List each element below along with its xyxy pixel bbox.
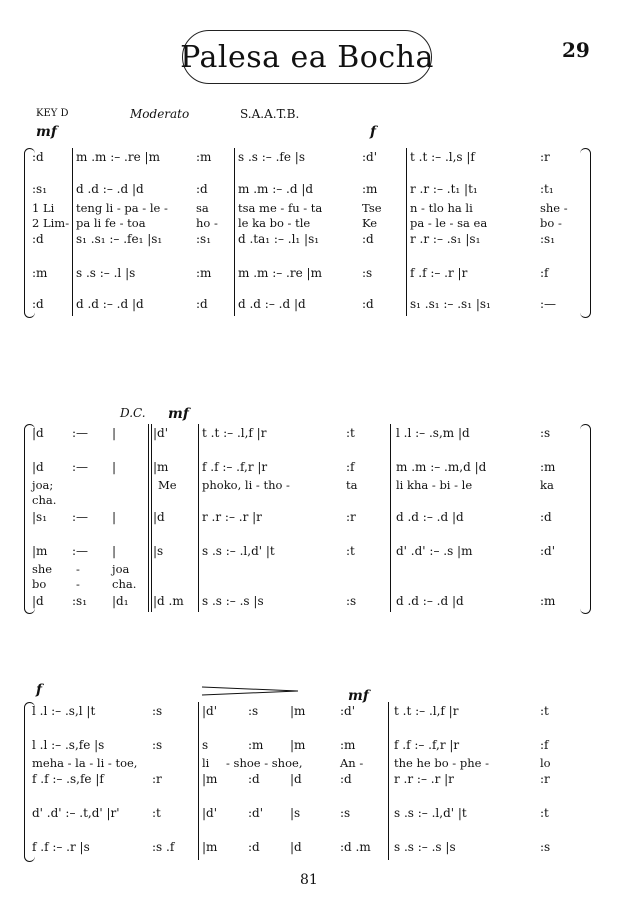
- dynamic-f-1: f: [370, 124, 377, 140]
- note-cell: |: [112, 544, 117, 558]
- lyric-cell: Me: [158, 478, 177, 492]
- note-cell: |d: [32, 460, 44, 474]
- note-cell: |m: [290, 704, 306, 718]
- note-cell: :s: [540, 840, 551, 854]
- note-cell: d' .d' :– .t,d' |r': [32, 806, 120, 820]
- note-cell: :r: [346, 510, 356, 524]
- note-cell: |s: [290, 806, 301, 820]
- note-cell: :m: [540, 594, 556, 608]
- note-cell: t .t :– .l,s |f: [410, 150, 475, 164]
- note-cell: :d': [362, 150, 378, 164]
- note-cell: :d: [362, 232, 374, 246]
- note-cell: :m: [196, 266, 212, 280]
- note-cell: :r: [152, 772, 162, 786]
- note-cell: |d': [202, 704, 218, 718]
- note-cell: :s: [152, 738, 163, 752]
- note-cell: |m: [202, 840, 218, 854]
- dynamic-mf-1: mf: [36, 124, 57, 140]
- note-cell: d .d :– .d |d: [76, 182, 144, 196]
- lyric-cell: teng li - pa - le -: [76, 201, 168, 215]
- note-cell: |d .m: [153, 594, 184, 608]
- note-cell: :—: [72, 426, 89, 440]
- system-3-bass: [0, 840, 590, 860]
- note-cell: :d: [248, 840, 260, 854]
- note-cell: |m: [153, 460, 169, 474]
- note-cell: :t: [540, 704, 549, 718]
- dynamic-mf-3: mf: [348, 688, 369, 704]
- note-cell: |: [112, 426, 117, 440]
- note-cell: |d: [290, 772, 302, 786]
- note-cell: s .s :– .fe |s: [238, 150, 305, 164]
- note-cell: s: [202, 738, 209, 752]
- note-cell: f .f :– .s,fe |f: [32, 772, 104, 786]
- note-cell: r .r :– .r |r: [394, 772, 454, 786]
- note-cell: :—: [72, 544, 89, 558]
- note-cell: :r: [540, 772, 550, 786]
- lyric-cell: Ke: [362, 216, 378, 230]
- note-cell: m .m :– .m,d |d: [396, 460, 487, 474]
- note-cell: :d: [340, 772, 352, 786]
- lyric-cell: pa li fe - toa: [76, 216, 146, 230]
- note-cell: :d: [248, 772, 260, 786]
- note-cell: :d: [196, 182, 208, 196]
- note-cell: :d': [248, 806, 264, 820]
- note-cell: :f: [540, 266, 549, 280]
- lyric-cell: -: [76, 577, 80, 591]
- note-cell: :d': [540, 544, 556, 558]
- lyric-cell: li kha - bi - le: [396, 478, 473, 492]
- lyric-cell: -: [76, 562, 80, 576]
- note-cell: l .l :– .s,fe |s: [32, 738, 105, 752]
- lyric-cell: cha.: [112, 577, 137, 591]
- note-cell: d .d :– .d |d: [238, 297, 306, 311]
- note-cell: s₁ .s₁ :– .fe₁ |s₁: [76, 232, 163, 246]
- dynamic-f-2: f: [36, 682, 43, 698]
- note-cell: |d': [202, 806, 218, 820]
- note-cell: :s: [540, 426, 551, 440]
- system-2-soprano: [0, 426, 590, 446]
- voicing-label: S.A.A.T.B.: [240, 107, 300, 121]
- note-cell: :m: [248, 738, 264, 752]
- note-cell: :s₁: [72, 594, 88, 608]
- system-3-soprano: [0, 704, 590, 724]
- note-cell: s .s :– .l |s: [76, 266, 136, 280]
- note-cell: m .m :– .re |m: [76, 150, 160, 164]
- lyric-cell: phoko, li - tho -: [202, 478, 290, 492]
- system-1-bass: [0, 297, 590, 317]
- note-cell: r .r :– .t₁ |t₁: [410, 182, 478, 196]
- note-cell: |d: [153, 510, 165, 524]
- note-cell: :d: [362, 297, 374, 311]
- lyric-cell: bo -: [540, 216, 562, 230]
- note-cell: :s: [346, 594, 357, 608]
- note-cell: :—: [540, 297, 557, 311]
- tempo-marking: Moderato: [130, 107, 190, 121]
- note-cell: f .f :– .f,r |r: [394, 738, 460, 752]
- note-cell: f .f :– .r |r: [410, 266, 468, 280]
- note-cell: t .t :– .l,f |r: [202, 426, 267, 440]
- note-cell: :m: [540, 460, 556, 474]
- note-cell: :—: [72, 460, 89, 474]
- note-cell: :d: [32, 297, 44, 311]
- system-1-alto-1: [0, 182, 590, 202]
- lyric-cell: 1 Li: [32, 201, 55, 215]
- note-cell: :d': [340, 704, 356, 718]
- note-cell: d .ta₁ :– .l₁ |s₁: [238, 232, 320, 246]
- lyric-cell: she -: [540, 201, 568, 215]
- system-2-tenor: [0, 544, 590, 564]
- note-cell: |d₁: [112, 594, 129, 608]
- note-cell: :m: [32, 266, 48, 280]
- note-cell: f .f :– .f,r |r: [202, 460, 268, 474]
- crescendo-hairpin: [202, 686, 302, 696]
- note-cell: |: [112, 510, 117, 524]
- note-cell: :s₁: [196, 232, 212, 246]
- note-cell: :s: [248, 704, 259, 718]
- lyric-cell: the he bo - phe -: [394, 756, 489, 770]
- system-1-alto-2: [0, 232, 590, 252]
- lyric-cell: joa;: [32, 478, 54, 492]
- note-cell: m .m :– .re |m: [238, 266, 322, 280]
- note-cell: d .d :– .d |d: [396, 594, 464, 608]
- note-cell: :f: [346, 460, 355, 474]
- note-cell: :m: [340, 738, 356, 752]
- note-cell: :t: [346, 544, 355, 558]
- note-cell: f .f :– .r |s: [32, 840, 90, 854]
- note-cell: r .r :– .s₁ |s₁: [410, 232, 481, 246]
- note-cell: :—: [72, 510, 89, 524]
- note-cell: :f: [540, 738, 549, 752]
- note-cell: :s .f: [152, 840, 175, 854]
- note-cell: l .l :– .s,l |t: [32, 704, 96, 718]
- note-cell: |d: [32, 594, 44, 608]
- note-cell: :s₁: [540, 232, 556, 246]
- footer-page-label: 81: [300, 872, 318, 888]
- note-cell: :s: [152, 704, 163, 718]
- system-2-alto-1: [0, 460, 590, 480]
- note-cell: s .s :– .s |s: [202, 594, 264, 608]
- lyric-cell: bo: [32, 577, 47, 591]
- system-3-alto-2: [0, 772, 590, 792]
- note-cell: :d .m: [340, 840, 371, 854]
- system-1-tenor: [0, 266, 590, 286]
- note-cell: s₁ .s₁ :– .s₁ |s₁: [410, 297, 491, 311]
- note-cell: |s₁: [32, 510, 48, 524]
- lyric-cell: joa: [112, 562, 130, 576]
- note-cell: d' .d' :– .s |m: [396, 544, 473, 558]
- note-cell: r .r :– .r |r: [202, 510, 262, 524]
- note-cell: s .s :– .l,d' |t: [202, 544, 275, 558]
- dynamic-mf-2: mf: [168, 406, 189, 422]
- note-cell: |s: [153, 544, 164, 558]
- note-cell: :d: [540, 510, 552, 524]
- note-cell: m .m :– .d |d: [238, 182, 314, 196]
- lyric-cell: sa: [196, 201, 209, 215]
- system-2-alto-2: [0, 510, 590, 530]
- note-cell: s .s :– .s |s: [394, 840, 456, 854]
- note-cell: :s₁: [32, 182, 48, 196]
- system-3-alto-1: [0, 738, 590, 758]
- note-cell: t .t :– .l,f |r: [394, 704, 459, 718]
- key-signature: KEY D: [36, 108, 69, 119]
- note-cell: :d: [32, 150, 44, 164]
- lyric-cell: n - tlo ha li: [410, 201, 473, 215]
- note-cell: |m: [290, 738, 306, 752]
- note-cell: :t: [346, 426, 355, 440]
- song-title: [182, 30, 432, 84]
- lyric-cell: Tse: [362, 201, 382, 215]
- note-cell: |d': [153, 426, 169, 440]
- note-cell: :d: [32, 232, 44, 246]
- note-cell: |: [112, 460, 117, 474]
- lyric-cell: ta: [346, 478, 358, 492]
- note-cell: :r: [540, 150, 550, 164]
- lyric-cell: An -: [340, 756, 364, 770]
- note-cell: :m: [362, 182, 378, 196]
- song-title-text: Palesa ea Bocha: [180, 39, 434, 75]
- lyric-cell: li: [202, 756, 210, 770]
- note-cell: d .d :– .d |d: [396, 510, 464, 524]
- note-cell: |d: [32, 426, 44, 440]
- note-cell: :t: [540, 806, 549, 820]
- dc-marking: D.C.: [120, 406, 146, 420]
- lyric-cell: meha - la - li - toe,: [32, 756, 138, 770]
- lyric-cell: cha.: [32, 493, 57, 507]
- note-cell: l .l :– .s,m |d: [396, 426, 470, 440]
- system-3-tenor: [0, 806, 590, 826]
- note-cell: |m: [202, 772, 218, 786]
- note-cell: :t₁: [540, 182, 554, 196]
- lyric-cell: le ka bo - tle: [238, 216, 311, 230]
- lyric-cell: pa - le - sa ea: [410, 216, 488, 230]
- lyric-cell: she: [32, 562, 53, 576]
- note-cell: :m: [196, 150, 212, 164]
- note-cell: :t: [152, 806, 161, 820]
- note-cell: s .s :– .l,d' |t: [394, 806, 467, 820]
- system-2-bass: [0, 594, 590, 614]
- lyric-cell: 2 Lim-: [32, 216, 70, 230]
- lyric-cell: ho -: [196, 216, 218, 230]
- note-cell: |m: [32, 544, 48, 558]
- note-cell: :d: [196, 297, 208, 311]
- lyric-cell: lo: [540, 756, 551, 770]
- system-1-soprano: [0, 150, 590, 170]
- lyric-cell: tsa me - fu - ta: [238, 201, 323, 215]
- lyric-cell: ka: [540, 478, 554, 492]
- note-cell: :s: [340, 806, 351, 820]
- note-cell: |d: [290, 840, 302, 854]
- note-cell: :s: [362, 266, 373, 280]
- page-number: 29: [562, 38, 590, 62]
- note-cell: d .d :– .d |d: [76, 297, 144, 311]
- lyric-cell: - shoe - shoe,: [226, 756, 303, 770]
